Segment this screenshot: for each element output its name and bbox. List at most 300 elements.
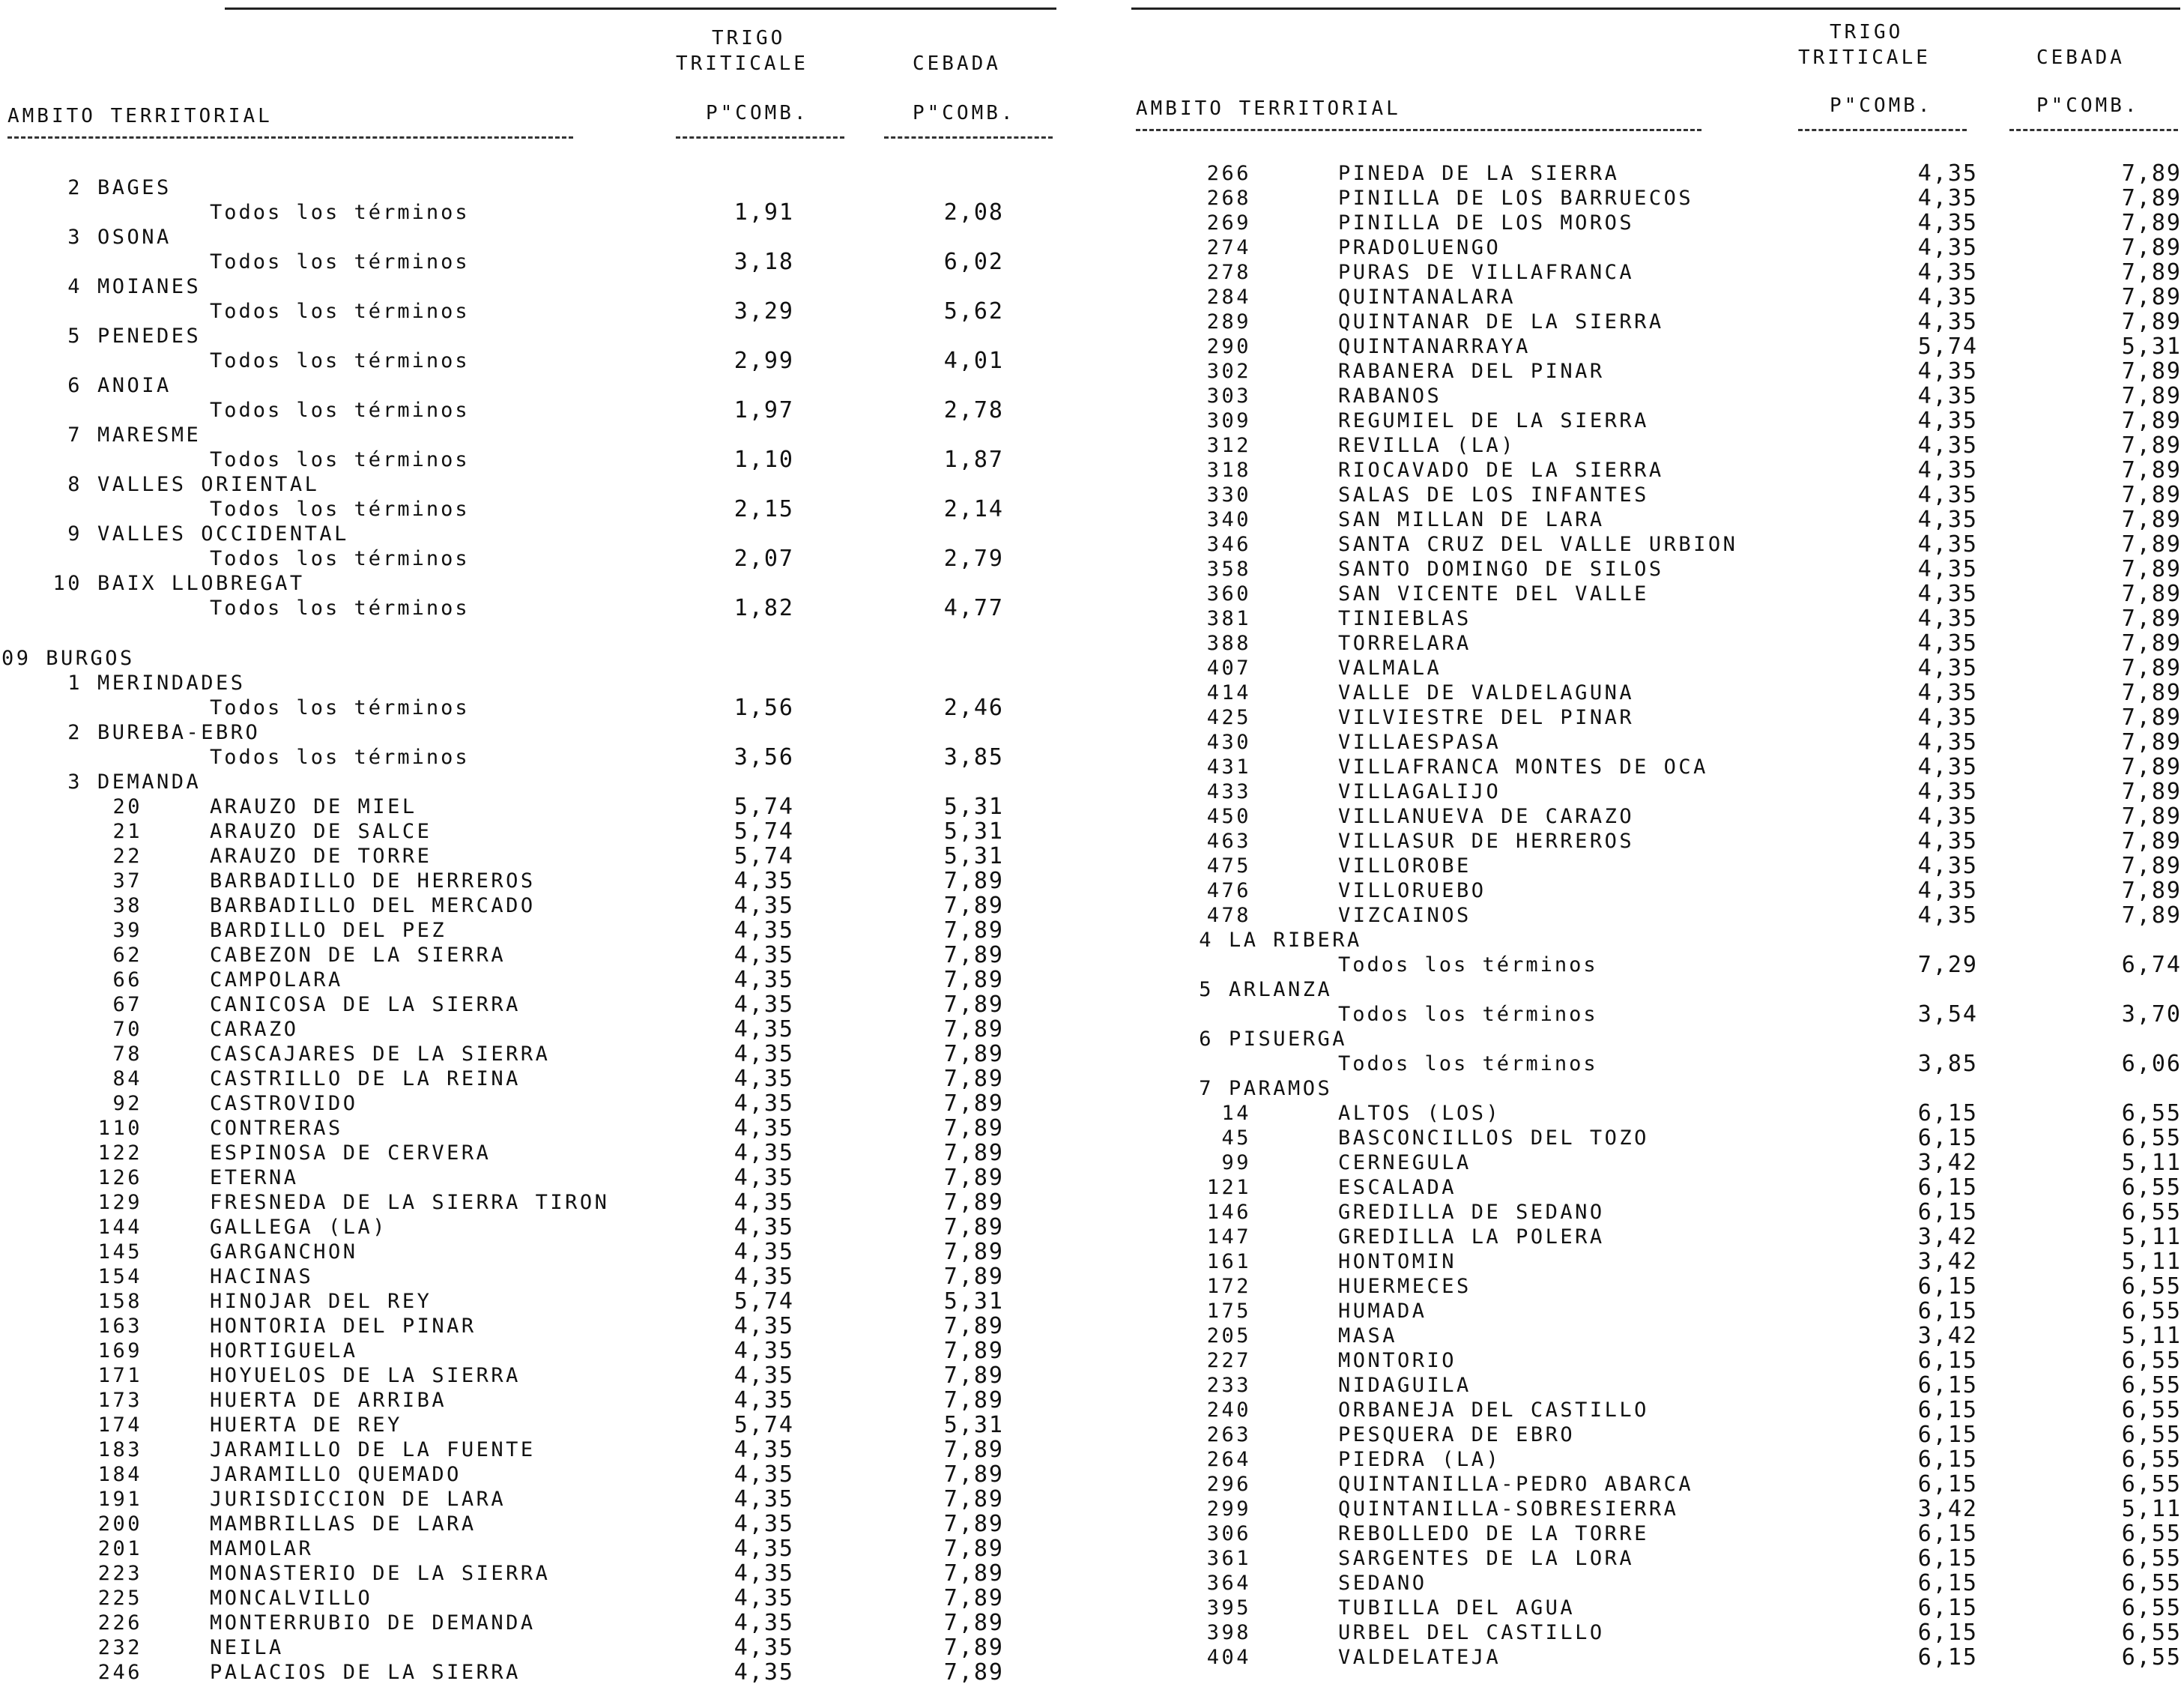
cebada-value: 7,89 xyxy=(2121,902,2182,929)
municipality-name: ALTOS (LOS) xyxy=(1338,1102,1501,1125)
trigo-value: 4,35 xyxy=(1917,581,1978,607)
municipality-code: 45 xyxy=(1221,1126,1251,1150)
trigo-value: 5,74 xyxy=(733,843,794,869)
trigo-value: 4,35 xyxy=(1917,432,1978,459)
cebada-value: 7,89 xyxy=(2121,284,2182,310)
cebada-value: 7,89 xyxy=(2121,531,2182,558)
municipality-row xyxy=(0,1561,1064,1586)
cebada-value: 7,89 xyxy=(943,1165,1004,1191)
trigo-value: 5,74 xyxy=(733,1412,794,1438)
all-terms-label: Todos los términos xyxy=(210,448,470,471)
municipality-name: HOYUELOS DE LA SIERRA xyxy=(210,1364,521,1387)
header-rule-cebada xyxy=(884,136,1053,139)
municipality-code: 147 xyxy=(1206,1225,1251,1249)
municipality-name: CANICOSA DE LA SIERRA xyxy=(210,993,521,1016)
municipality-row xyxy=(0,1190,1064,1215)
municipality-row xyxy=(1124,1398,2184,1422)
cebada-value: 7,89 xyxy=(943,1560,1004,1587)
municipality-name: ETERNA xyxy=(210,1166,299,1189)
trigo-value: 4,35 xyxy=(733,1635,794,1661)
municipality-name: REGUMIEL DE LA SIERRA xyxy=(1338,409,1649,432)
municipality-code: 433 xyxy=(1206,780,1251,803)
comarca-row xyxy=(0,175,1064,200)
trigo-value: 6,15 xyxy=(1917,1273,1978,1300)
municipality-row xyxy=(1124,1472,2184,1497)
municipality-code: 37 xyxy=(112,869,142,893)
cebada-value: 7,89 xyxy=(943,893,1004,919)
municipality-code: 361 xyxy=(1206,1547,1251,1570)
trigo-value: 3,42 xyxy=(1917,1496,1978,1522)
cebada-value: 7,89 xyxy=(2121,210,2182,236)
trigo-value: 3,54 xyxy=(1917,1001,1978,1027)
municipality-row xyxy=(1124,705,2184,730)
province-row xyxy=(0,646,1064,671)
municipality-row xyxy=(1124,878,2184,903)
cebada-value: 3,70 xyxy=(2121,1001,2182,1027)
trigo-value: 4,35 xyxy=(1917,655,1978,681)
cebada-value: 7,89 xyxy=(943,1387,1004,1413)
trigo-value: 3,85 xyxy=(1917,1051,1978,1077)
municipality-code: 183 xyxy=(97,1438,142,1461)
municipality-code: 126 xyxy=(97,1166,142,1189)
municipality-name: URBEL DEL CASTILLO xyxy=(1338,1621,1605,1644)
trigo-value: 3,42 xyxy=(1917,1249,1978,1275)
municipality-code: 463 xyxy=(1206,830,1251,853)
comarca-number: 1 xyxy=(67,672,82,695)
cebada-value: 6,55 xyxy=(2121,1348,2182,1374)
trigo-value: 4,35 xyxy=(733,1066,794,1092)
municipality-row xyxy=(1124,730,2184,755)
cebada-value: 7,89 xyxy=(943,1115,1004,1141)
municipality-code: 225 xyxy=(97,1587,142,1610)
header-unit-trigo: P"COMB. xyxy=(1830,94,1933,117)
municipality-code: 144 xyxy=(97,1216,142,1239)
trigo-value: 3,42 xyxy=(1917,1150,1978,1176)
cebada-value: 7,89 xyxy=(2121,358,2182,384)
trigo-value: 6,15 xyxy=(1917,1644,1978,1671)
cebada-value: 7,89 xyxy=(2121,803,2182,830)
municipality-row xyxy=(1124,1373,2184,1398)
all-terms-row xyxy=(0,250,1064,274)
municipality-code: 67 xyxy=(112,993,142,1016)
municipality-code: 360 xyxy=(1206,582,1251,606)
all-terms-label: Todos los términos xyxy=(1338,953,1598,977)
municipality-code: 290 xyxy=(1206,335,1251,358)
cebada-value: 2,46 xyxy=(943,695,1004,721)
municipality-row xyxy=(1124,606,2184,631)
all-terms-row xyxy=(1124,953,2184,977)
municipality-code: 20 xyxy=(112,795,142,818)
comarca-name: PARAMOS xyxy=(1229,1077,1333,1100)
municipality-row xyxy=(0,1635,1064,1660)
cebada-value: 7,89 xyxy=(943,1362,1004,1389)
all-terms-row xyxy=(0,695,1064,720)
municipality-row xyxy=(1124,507,2184,532)
cebada-value: 5,31 xyxy=(943,843,1004,869)
all-terms-row xyxy=(0,745,1064,770)
municipality-name: JARAMILLO DE LA FUENTE xyxy=(210,1438,536,1461)
cebada-value: 7,89 xyxy=(943,1041,1004,1067)
municipality-code: 200 xyxy=(97,1512,142,1536)
cebada-value: 7,89 xyxy=(943,1016,1004,1042)
trigo-value: 4,35 xyxy=(733,967,794,993)
municipality-row xyxy=(1124,384,2184,408)
municipality-code: 99 xyxy=(1221,1151,1251,1174)
municipality-name: VILLASUR DE HERREROS xyxy=(1338,830,1635,853)
comarca-name: LA RIBERA xyxy=(1229,929,1362,952)
municipality-name: PURAS DE VILLAFRANCA xyxy=(1338,261,1635,284)
municipality-row xyxy=(1124,483,2184,507)
cebada-value: 6,55 xyxy=(2121,1125,2182,1151)
trigo-value: 4,35 xyxy=(733,1338,794,1364)
municipality-name: PESQUERA DE EBRO xyxy=(1338,1423,1576,1446)
trigo-value: 5,74 xyxy=(1917,334,1978,360)
municipality-name: TORRELARA xyxy=(1338,632,1471,655)
comarca-name: BAIX LLOBREGAT xyxy=(97,572,305,595)
municipality-row xyxy=(1124,1571,2184,1596)
header-trigo: TRIGO xyxy=(1830,21,1904,43)
municipality-name: JURISDICCION DE LARA xyxy=(210,1488,506,1511)
municipality-name: PINILLA DE LOS MOROS xyxy=(1338,211,1635,235)
municipality-code: 226 xyxy=(97,1611,142,1635)
municipality-row xyxy=(0,1660,1064,1685)
municipality-code: 263 xyxy=(1206,1423,1251,1446)
trigo-value: 6,15 xyxy=(1917,1545,1978,1572)
trigo-value: 4,35 xyxy=(1917,779,1978,805)
all-terms-label: Todos los términos xyxy=(210,349,470,372)
cebada-value: 7,89 xyxy=(943,1635,1004,1661)
comarca-name: BAGES xyxy=(97,176,172,199)
cebada-value: 6,55 xyxy=(2121,1620,2182,1646)
municipality-row xyxy=(0,1289,1064,1314)
right-table-body xyxy=(1124,161,2184,1670)
municipality-name: GALLEGA (LA) xyxy=(210,1216,388,1239)
cebada-value: 6,55 xyxy=(2121,1471,2182,1497)
comarca-name: MERINDADES xyxy=(97,672,246,695)
trigo-value: 4,35 xyxy=(733,1560,794,1587)
trigo-value: 4,35 xyxy=(733,1016,794,1042)
comarca-name: BUREBA-EBRO xyxy=(97,721,261,744)
comarca-name: ARLANZA xyxy=(1229,978,1333,1001)
municipality-row xyxy=(0,1215,1064,1240)
municipality-row xyxy=(1124,260,2184,285)
cebada-value: 7,89 xyxy=(943,1585,1004,1611)
municipality-code: 38 xyxy=(112,894,142,917)
municipality-row xyxy=(1124,557,2184,582)
comarca-number: 2 xyxy=(67,176,82,199)
trigo-value: 6,15 xyxy=(1917,1125,1978,1151)
cebada-value: 5,11 xyxy=(2121,1323,2182,1349)
municipality-name: QUINTANAR DE LA SIERRA xyxy=(1338,310,1664,334)
comarca-row xyxy=(0,225,1064,250)
municipality-name: RIOCAVADO DE LA SIERRA xyxy=(1338,459,1664,482)
municipality-name: CERNEGULA xyxy=(1338,1151,1471,1174)
trigo-value: 5,74 xyxy=(733,1288,794,1315)
municipality-name: PINILLA DE LOS BARRUECOS xyxy=(1338,187,1694,210)
municipality-code: 346 xyxy=(1206,533,1251,556)
municipality-code: 84 xyxy=(112,1067,142,1090)
cebada-value: 5,11 xyxy=(2121,1150,2182,1176)
municipality-name: ARAUZO DE TORRE xyxy=(210,845,432,868)
cebada-value: 6,55 xyxy=(2121,1595,2182,1621)
trigo-value: 6,15 xyxy=(1917,1446,1978,1473)
comarca-row xyxy=(1124,1027,2184,1051)
municipality-name: PALACIOS DE LA SIERRA xyxy=(210,1661,521,1684)
cebada-value: 7,89 xyxy=(943,1338,1004,1364)
trigo-value: 2,99 xyxy=(733,348,794,374)
municipality-name: VILLOROBE xyxy=(1338,854,1471,878)
cebada-value: 5,11 xyxy=(2121,1249,2182,1275)
all-terms-label: Todos los términos xyxy=(210,597,470,620)
top-rule xyxy=(225,7,1056,10)
municipality-name: GREDILLA DE SEDANO xyxy=(1338,1201,1605,1224)
municipality-name: ESPINOSA DE CERVERA xyxy=(210,1141,491,1165)
comarca-row xyxy=(0,770,1064,794)
cebada-value: 7,89 xyxy=(2121,185,2182,211)
municipality-code: 274 xyxy=(1206,236,1251,259)
municipality-code: 154 xyxy=(97,1265,142,1288)
municipality-row xyxy=(1124,161,2184,186)
cebada-value: 7,89 xyxy=(2121,729,2182,755)
trigo-value: 5,74 xyxy=(733,818,794,845)
municipality-name: ESCALADA xyxy=(1338,1176,1457,1199)
municipality-name: SAN VICENTE DEL VALLE xyxy=(1338,582,1649,606)
municipality-name: GARGANCHON xyxy=(210,1240,358,1264)
municipality-row xyxy=(0,1091,1064,1116)
cebada-value: 6,02 xyxy=(943,249,1004,275)
municipality-row xyxy=(1124,1447,2184,1472)
cebada-value: 7,89 xyxy=(943,1214,1004,1240)
comarca-number: 9 xyxy=(67,522,82,546)
municipality-name: FRESNEDA DE LA SIERRA TIRON xyxy=(210,1191,610,1214)
municipality-row xyxy=(1124,1348,2184,1373)
municipality-name: BARDILLO DEL PEZ xyxy=(210,919,447,942)
municipality-code: 306 xyxy=(1206,1522,1251,1545)
cebada-value: 6,55 xyxy=(2121,1397,2182,1423)
municipality-name: MONCALVILLO xyxy=(210,1587,373,1610)
cebada-value: 7,89 xyxy=(943,1536,1004,1562)
trigo-value: 6,15 xyxy=(1917,1100,1978,1126)
trigo-value: 1,97 xyxy=(733,397,794,423)
cebada-value: 7,89 xyxy=(2121,482,2182,508)
comarca-name: VALLES ORIENTAL xyxy=(97,473,320,496)
trigo-value: 6,15 xyxy=(1917,1372,1978,1398)
cebada-value: 2,78 xyxy=(943,397,1004,423)
municipality-name: BARBADILLO DEL MERCADO xyxy=(210,894,536,917)
municipality-name: VILLORUEBO xyxy=(1338,879,1486,902)
municipality-name: HONTORIA DEL PINAR xyxy=(210,1315,477,1338)
municipality-row xyxy=(1124,1175,2184,1200)
municipality-name: SARGENTES DE LA LORA xyxy=(1338,1547,1635,1570)
trigo-value: 4,35 xyxy=(1917,531,1978,558)
municipality-code: 309 xyxy=(1206,409,1251,432)
municipality-code: 398 xyxy=(1206,1621,1251,1644)
municipality-name: HONTOMIN xyxy=(1338,1250,1457,1273)
municipality-name: MONASTERIO DE LA SIERRA xyxy=(210,1562,551,1585)
municipality-name: HORTIGUELA xyxy=(210,1339,358,1362)
municipality-row xyxy=(0,1512,1064,1536)
cebada-value: 7,89 xyxy=(2121,160,2182,187)
municipality-name: REBOLLEDO DE LA TORRE xyxy=(1338,1522,1649,1545)
header-ambito: AMBITO TERRITORIAL xyxy=(1136,97,1401,120)
municipality-name: REVILLA (LA) xyxy=(1338,434,1516,457)
municipality-code: 163 xyxy=(97,1315,142,1338)
cebada-value: 6,55 xyxy=(2121,1174,2182,1201)
municipality-name: SANTO DOMINGO DE SILOS xyxy=(1338,558,1664,581)
trigo-value: 3,42 xyxy=(1917,1323,1978,1349)
municipality-code: 340 xyxy=(1206,508,1251,531)
municipality-code: 240 xyxy=(1206,1398,1251,1422)
municipality-name: BARBADILLO DE HERREROS xyxy=(210,869,536,893)
cebada-value: 7,89 xyxy=(943,1511,1004,1537)
municipality-code: 66 xyxy=(112,968,142,992)
trigo-value: 4,35 xyxy=(733,1486,794,1512)
municipality-name: VALMALA xyxy=(1338,657,1442,680)
comarca-name: PISUERGA xyxy=(1229,1027,1348,1051)
trigo-value: 6,15 xyxy=(1917,1397,1978,1423)
spacer xyxy=(0,621,1064,646)
municipality-row xyxy=(0,992,1064,1017)
comarca-number: 4 xyxy=(1199,929,1214,952)
all-terms-row xyxy=(0,546,1064,571)
municipality-code: 478 xyxy=(1206,904,1251,927)
municipality-code: 92 xyxy=(112,1092,142,1115)
municipality-row xyxy=(0,1536,1064,1561)
trigo-value: 4,35 xyxy=(733,1115,794,1141)
municipality-code: 284 xyxy=(1206,286,1251,309)
cebada-value: 7,89 xyxy=(2121,309,2182,335)
trigo-value: 4,35 xyxy=(1917,803,1978,830)
comarca-name: PENEDES xyxy=(97,325,202,348)
municipality-row xyxy=(1124,829,2184,854)
trigo-value: 4,35 xyxy=(733,1585,794,1611)
comarca-row xyxy=(0,571,1064,596)
municipality-name: VILLAFRANCA MONTES DE OCA xyxy=(1338,755,1708,779)
municipality-row xyxy=(1124,433,2184,458)
municipality-code: 172 xyxy=(1206,1275,1251,1298)
trigo-value: 2,15 xyxy=(733,496,794,522)
trigo-value: 4,35 xyxy=(1917,408,1978,434)
comarca-row xyxy=(0,522,1064,546)
municipality-code: 404 xyxy=(1206,1646,1251,1669)
trigo-value: 4,35 xyxy=(1917,630,1978,657)
municipality-code: 431 xyxy=(1206,755,1251,779)
municipality-row xyxy=(1124,1521,2184,1546)
municipality-name: PINEDA DE LA SIERRA xyxy=(1338,162,1620,185)
municipality-code: 110 xyxy=(97,1117,142,1140)
right-column xyxy=(1124,0,2184,1690)
comarca-number: 3 xyxy=(67,770,82,794)
municipality-name: PIEDRA (LA) xyxy=(1338,1448,1501,1471)
municipality-code: 302 xyxy=(1206,360,1251,383)
municipality-name: CONTRERAS xyxy=(210,1117,343,1140)
cebada-value: 5,11 xyxy=(2121,1224,2182,1250)
municipality-code: 414 xyxy=(1206,681,1251,704)
trigo-value: 4,35 xyxy=(1917,259,1978,286)
municipality-row xyxy=(1124,755,2184,779)
header-cebada: CEBADA xyxy=(2036,46,2125,69)
cebada-value: 7,89 xyxy=(2121,754,2182,780)
all-terms-label: Todos los términos xyxy=(210,498,470,521)
municipality-row xyxy=(1124,1596,2184,1620)
municipality-row xyxy=(1124,1645,2184,1670)
municipality-row xyxy=(1124,359,2184,384)
trigo-value: 4,35 xyxy=(1917,878,1978,904)
cebada-value: 7,89 xyxy=(2121,704,2182,731)
municipality-code: 312 xyxy=(1206,434,1251,457)
municipality-name: GREDILLA LA POLERA xyxy=(1338,1225,1605,1249)
municipality-code: 201 xyxy=(97,1537,142,1560)
municipality-code: 264 xyxy=(1206,1448,1251,1471)
municipality-code: 278 xyxy=(1206,261,1251,284)
header-rule-trigo xyxy=(1798,129,1967,131)
municipality-name: TINIEBLAS xyxy=(1338,607,1471,630)
municipality-name: HUERMECES xyxy=(1338,1275,1471,1298)
municipality-row xyxy=(1124,458,2184,483)
municipality-code: 169 xyxy=(97,1339,142,1362)
all-terms-label: Todos los términos xyxy=(210,300,470,323)
municipality-name: MONTERRUBIO DE DEMANDA xyxy=(210,1611,536,1635)
comarca-row xyxy=(0,373,1064,398)
trigo-value: 4,35 xyxy=(733,893,794,919)
municipality-name: CASCAJARES DE LA SIERRA xyxy=(210,1042,551,1066)
trigo-value: 4,35 xyxy=(733,1165,794,1191)
comarca-number: 3 xyxy=(67,226,82,249)
header-rule-cebada xyxy=(2009,129,2178,131)
all-terms-label: Todos los términos xyxy=(1338,1052,1598,1075)
cebada-value: 7,89 xyxy=(2121,828,2182,854)
cebada-value: 6,55 xyxy=(2121,1644,2182,1671)
municipality-row xyxy=(1124,804,2184,829)
municipality-row xyxy=(0,1165,1064,1190)
municipality-code: 475 xyxy=(1206,854,1251,878)
comarca-row xyxy=(0,472,1064,497)
trigo-value: 4,35 xyxy=(733,1214,794,1240)
municipality-name: MASA xyxy=(1338,1324,1398,1348)
municipality-code: 364 xyxy=(1206,1572,1251,1595)
comarca-row xyxy=(1124,977,2184,1002)
municipality-code: 232 xyxy=(97,1636,142,1659)
all-terms-row xyxy=(1124,1002,2184,1027)
header-rule-ambito xyxy=(7,136,573,139)
municipality-name: MAMBRILLAS DE LARA xyxy=(210,1512,477,1536)
cebada-value: 7,89 xyxy=(943,1066,1004,1092)
header-rule-ambito xyxy=(1136,129,1701,131)
cebada-value: 5,31 xyxy=(943,1412,1004,1438)
municipality-row xyxy=(0,1339,1064,1363)
cebada-value: 6,06 xyxy=(2121,1051,2182,1077)
trigo-value: 6,15 xyxy=(1917,1471,1978,1497)
cebada-value: 7,89 xyxy=(943,1437,1004,1463)
trigo-value: 4,35 xyxy=(733,1362,794,1389)
cebada-value: 6,55 xyxy=(2121,1545,2182,1572)
cebada-value: 7,89 xyxy=(2121,259,2182,286)
cebada-value: 7,89 xyxy=(2121,779,2182,805)
municipality-row xyxy=(1124,235,2184,260)
trigo-value: 4,35 xyxy=(1917,383,1978,409)
trigo-value: 4,35 xyxy=(1917,853,1978,879)
cebada-value: 6,55 xyxy=(2121,1521,2182,1547)
all-terms-label: Todos los términos xyxy=(210,547,470,570)
cebada-value: 7,89 xyxy=(943,967,1004,993)
cebada-value: 6,55 xyxy=(2121,1298,2182,1324)
trigo-value: 2,07 xyxy=(733,546,794,572)
municipality-code: 22 xyxy=(112,845,142,868)
municipality-name: QUINTANILLA-PEDRO ABARCA xyxy=(1338,1473,1694,1496)
comarca-row xyxy=(0,274,1064,299)
all-terms-label: Todos los términos xyxy=(210,250,470,274)
cebada-value: 7,89 xyxy=(943,942,1004,968)
